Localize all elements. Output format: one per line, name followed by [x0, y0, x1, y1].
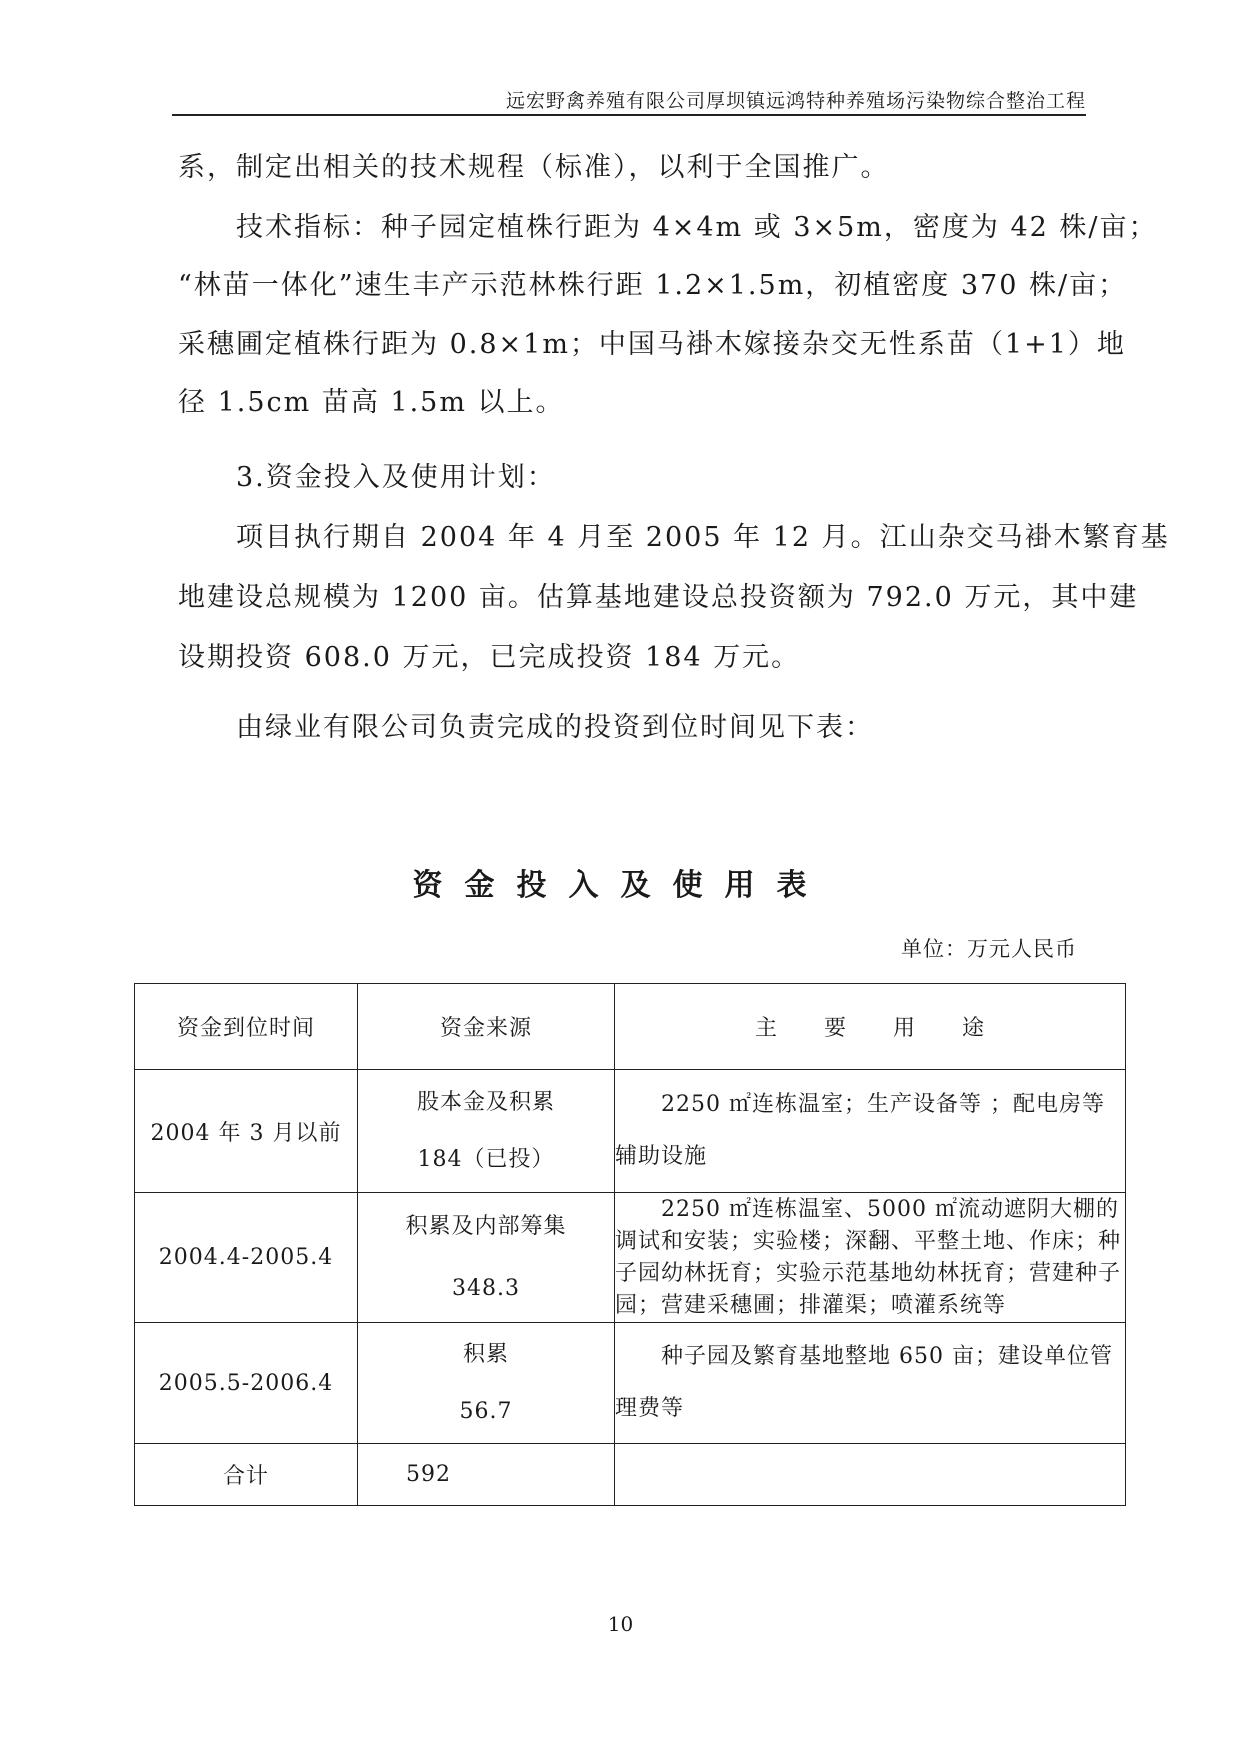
table-row [135, 1323, 1126, 1444]
cell-source [358, 1193, 615, 1323]
cell-use [615, 1070, 1126, 1193]
table-title: 资金投入及使用表 [412, 868, 829, 903]
table-row [135, 1193, 1126, 1323]
use-text: 2250 ㎡连栋温室、5000 ㎡流动遮阴大棚的调试和安装；实验楼；深翻、平整土地、作床；种子园幼林抚育；实验示范基地幼林抚育；营建种子园；营建采穗圃；排灌渠；喷灌系统等 [615, 1196, 1122, 1318]
cell-source [358, 1070, 615, 1193]
header-time: 资金到位时间 [135, 984, 358, 1070]
paragraph-line: 径 1.5cm 苗高 1.5m 以上。 [178, 387, 565, 418]
cell-use [615, 1323, 1126, 1444]
header-source: 资金来源 [358, 984, 615, 1070]
paragraph-line: 地建设总规模为 1200 亩。估算基地建设总投资额为 792.0 万元，其中建 [178, 582, 1139, 613]
section-heading: 3.资金投入及使用计划： [178, 462, 556, 493]
total-label: 合计 [135, 1444, 358, 1506]
use-text: 种子园及繁育基地整地 650 亩；建设单位管理费等 [615, 1344, 1113, 1421]
source-name: 积累 [462, 1342, 509, 1367]
source-amount: 184（已投） [417, 1147, 555, 1172]
fund-table [134, 983, 1126, 1506]
total-value: 592 [358, 1444, 615, 1506]
source-amount: 56.7 [459, 1399, 513, 1424]
cell-time: 2004.4-2005.4 [135, 1193, 358, 1323]
page-number: 10 [607, 1612, 634, 1636]
header-use: 主 要 用 途 [615, 984, 1126, 1070]
cell-use [615, 1193, 1126, 1323]
paragraph-line: 由绿业有限公司负责完成的投资到位时间见下表： [178, 712, 874, 743]
paragraph-line: 设期投资 608.0 万元，已完成投资 184 万元。 [178, 642, 801, 673]
table-header-row [135, 984, 1126, 1070]
total-use-empty [615, 1444, 1126, 1506]
table-unit: 单位：万元人民币 [901, 937, 1077, 961]
table-row [135, 1070, 1126, 1193]
header-divider [172, 114, 1086, 116]
paragraph-line: 项目执行期自 2004 年 4 月至 2005 年 12 月。江山杂交马褂木繁育基 [178, 522, 1170, 553]
paragraph-line: “林苗一体化”速生丰产示范林株行距 1.2×1.5m，初植密度 370 株/亩； [178, 270, 1128, 301]
paragraph-line: 采穗圃定植株行距为 0.8×1m；中国马褂木嫁接杂交无性系苗（1+1）地 [178, 329, 1126, 360]
source-name: 股本金及积累 [416, 1090, 555, 1115]
paragraph-line: 技术指标：种子园定植株行距为 4×4m 或 3×5m，密度为 42 株/亩； [178, 212, 1158, 243]
cell-time: 2004 年 3 月以前 [135, 1070, 358, 1193]
use-text: 2250 ㎡连栋温室；生产设备等 ；配电房等辅助设施 [615, 1092, 1105, 1169]
table-total-row [135, 1444, 1126, 1506]
source-amount: 348.3 [452, 1275, 520, 1301]
page-header-title: 远宏野禽养殖有限公司厚坝镇远鸿特种养殖场污染物综合整治工程 [505, 90, 1086, 112]
cell-time: 2005.5-2006.4 [135, 1323, 358, 1444]
cell-source [358, 1323, 615, 1444]
paragraph-line: 系，制定出相关的技术规程（标准），以利于全国推广。 [178, 152, 890, 183]
source-name: 积累及内部筹集 [405, 1213, 567, 1239]
